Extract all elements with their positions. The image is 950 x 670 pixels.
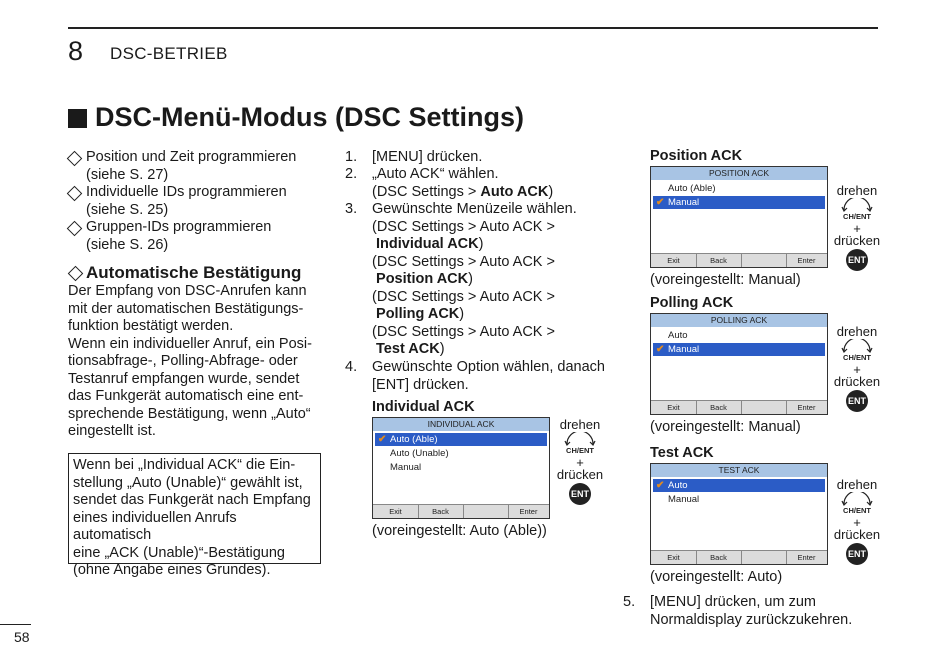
plus-sign: +: [853, 515, 861, 530]
diamond-icon: [67, 186, 83, 202]
turn-text: drehen: [559, 417, 601, 432]
blank-softkey: [741, 254, 787, 267]
bullet-text: Individuelle IDs programmieren: [86, 184, 287, 200]
step-number: 5.: [623, 594, 636, 610]
chapter-number: 8: [68, 36, 84, 66]
control-hint: [552, 417, 608, 505]
chapter-title: DSC-BETRIEB: [110, 44, 228, 63]
menu-path-end: Polling ACK): [376, 306, 465, 322]
check-icon: ✔: [656, 197, 665, 208]
exit-softkey[interactable]: Exit: [651, 401, 697, 414]
lcd-header: POSITION ACK: [651, 167, 827, 180]
check-icon: ✔: [656, 344, 665, 355]
step-number: 4.: [345, 359, 358, 375]
lcd-option[interactable]: ✔ Auto (Able): [375, 433, 547, 446]
lcd-option[interactable]: Auto (Unable): [390, 448, 449, 459]
paragraph-line: mit der automatischen Bestätigungs-: [68, 300, 304, 317]
bullet-text: Position und Zeit programmieren: [86, 149, 297, 165]
back-softkey[interactable]: Back: [696, 401, 742, 414]
back-softkey[interactable]: Back: [418, 505, 464, 518]
enter-softkey[interactable]: Enter: [797, 553, 816, 562]
ent-key-icon: ENT: [846, 543, 868, 565]
menu-path: (DSC Settings > Auto ACK): [372, 183, 554, 200]
lcd-option[interactable]: Manual: [668, 494, 700, 505]
default-value: (voreingestellt: Auto (Able)): [372, 523, 547, 539]
menu-path-end: Test ACK): [376, 341, 445, 357]
ent-key-icon: ENT: [846, 390, 868, 412]
lcd-option[interactable]: ✔ Manual: [653, 343, 825, 356]
page-number: 58: [14, 629, 30, 645]
exit-softkey[interactable]: Exit: [651, 254, 697, 267]
control-hint: [829, 324, 885, 412]
screen-label: Test ACK: [650, 445, 714, 461]
page-number-rule: [0, 624, 31, 625]
control-hint: [829, 183, 885, 271]
paragraph-line: funktion bestätigt werden.: [68, 318, 234, 334]
paragraph-line: eingestellt ist.: [68, 423, 156, 439]
menu-path: (DSC Settings > Auto ACK >: [372, 323, 555, 340]
step-number: 1.: [345, 149, 358, 165]
lcd-option[interactable]: Auto (Able): [668, 183, 716, 194]
step-text: [ENT] drücken.: [372, 376, 469, 393]
subheading-text: Automatische Bestätigung: [86, 263, 302, 282]
enter-softkey[interactable]: Enter: [797, 403, 816, 412]
back-softkey[interactable]: Back: [696, 254, 742, 267]
turn-text: drehen: [836, 183, 878, 198]
plus-sign: +: [853, 221, 861, 236]
menu-path: (DSC Settings > Auto ACK >: [372, 253, 555, 270]
exit-softkey[interactable]: Exit: [373, 505, 419, 518]
diamond-icon: [67, 221, 83, 237]
diamond-icon: [68, 266, 84, 282]
bullet-ref: (siehe S. 27): [86, 166, 169, 183]
screen-label: Polling ACK: [650, 295, 734, 311]
plus-sign: +: [576, 455, 584, 470]
svg-text:CH/ENT: CH/ENT: [843, 506, 871, 515]
ent-key-icon: ENT: [569, 483, 591, 505]
default-value: (voreingestellt: Manual): [650, 419, 801, 435]
lcd-header: INDIVIDUAL ACK: [373, 418, 549, 431]
section-title: DSC-Menü-Modus (DSC Settings): [95, 102, 524, 132]
step-text: Normaldisplay zurückzukehren.: [650, 611, 853, 628]
section-square-icon: [68, 109, 87, 128]
lcd-option[interactable]: ✔ Manual: [653, 196, 825, 209]
step-text: Gewünschte Menüzeile wählen.: [372, 201, 577, 217]
lcd-option[interactable]: ✔ Auto: [653, 479, 825, 492]
control-hint: [829, 477, 885, 565]
blank-softkey: [463, 505, 509, 518]
check-icon: ✔: [378, 434, 387, 445]
menu-path: (DSC Settings > Auto ACK >: [372, 218, 555, 235]
default-value: (voreingestellt: Manual): [650, 272, 801, 288]
intro-paragraph: [68, 283, 328, 441]
blank-softkey: [741, 551, 787, 564]
lcd-option[interactable]: Manual: [390, 462, 422, 473]
note-line: Wenn bei „Individual ACK“ die Ein-: [73, 457, 296, 473]
turn-text: drehen: [836, 324, 878, 339]
screen-label: Position ACK: [650, 148, 743, 164]
paragraph-line: Der Empfang von DSC-Anrufen kann: [68, 283, 307, 299]
press-text: drücken: [833, 233, 881, 248]
exit-softkey[interactable]: Exit: [651, 551, 697, 564]
step-text: Gewünschte Option wählen, danach: [372, 359, 605, 375]
note-line: stellung „Auto (Unable)“ gewählt ist,: [73, 474, 303, 491]
press-text: drücken: [556, 467, 604, 482]
enter-softkey[interactable]: Enter: [519, 507, 538, 516]
step-text: [MENU] drücken.: [372, 149, 483, 165]
lcd-header: TEST ACK: [651, 464, 827, 477]
note-line: sendet das Funkgerät nach Empfang: [73, 492, 311, 508]
turn-text: drehen: [836, 477, 878, 492]
svg-text:CH/ENT: CH/ENT: [843, 212, 871, 221]
default-value: (voreingestellt: Auto): [650, 569, 783, 585]
softkey-bar: [651, 550, 827, 564]
note-line: eine „ACK (Unable)“-Bestätigung: [73, 544, 285, 561]
softkey-bar: [651, 400, 827, 414]
note-line: (ohne Angabe eines Grundes).: [73, 562, 271, 578]
paragraph-line: sprechende Bestätigung, wenn „Auto“: [68, 405, 311, 422]
step-number: 3.: [345, 201, 358, 217]
check-icon: ✔: [656, 480, 665, 491]
header-rule: [68, 27, 878, 29]
paragraph-line: Wenn ein individueller Anruf, ein Posi-: [68, 335, 312, 352]
subheading: [68, 263, 301, 283]
diamond-icon: [67, 151, 83, 167]
step-text: [MENU] drücken, um zum: [650, 594, 816, 610]
plus-sign: +: [853, 362, 861, 377]
bullet-ref: (siehe S. 25): [86, 201, 169, 218]
step-text: „Auto ACK“ wählen.: [372, 166, 499, 182]
lcd-option[interactable]: Auto: [668, 330, 688, 341]
ent-key-icon: ENT: [846, 249, 868, 271]
svg-text:CH/ENT: CH/ENT: [566, 446, 594, 455]
screen-label: Individual ACK: [372, 399, 475, 415]
softkey-bar: [651, 253, 827, 267]
bullet-text: Gruppen-IDs programmieren: [86, 219, 272, 235]
enter-softkey[interactable]: Enter: [797, 256, 816, 265]
step-number: 2.: [345, 166, 358, 182]
menu-path-end: Individual ACK): [376, 236, 484, 252]
bullet-ref: (siehe S. 26): [86, 236, 169, 253]
note-box: [68, 453, 321, 578]
paragraph-line: Testanruf empfangen wurde, sendet: [68, 370, 300, 387]
menu-path-end: Position ACK): [376, 271, 473, 287]
press-text: drücken: [833, 374, 881, 389]
press-text: drücken: [833, 527, 881, 542]
note-line: eines individuellen Anrufs automatisch: [73, 509, 237, 543]
back-softkey[interactable]: Back: [696, 551, 742, 564]
svg-text:CH/ENT: CH/ENT: [843, 353, 871, 362]
lcd-header: POLLING ACK: [651, 314, 827, 327]
lcd-position-ack: [650, 166, 828, 268]
menu-path: (DSC Settings > Auto ACK >: [372, 288, 555, 305]
softkey-bar: [373, 504, 549, 518]
lcd-individual-ack: [372, 417, 550, 519]
paragraph-line: das Funkgerät automatisch eine ent-: [68, 388, 304, 404]
lcd-polling-ack: [650, 313, 828, 415]
lcd-test-ack: [650, 463, 828, 565]
blank-softkey: [741, 401, 787, 414]
paragraph-line: tionsabfrage-, Polling-Abfrage- oder: [68, 353, 298, 369]
